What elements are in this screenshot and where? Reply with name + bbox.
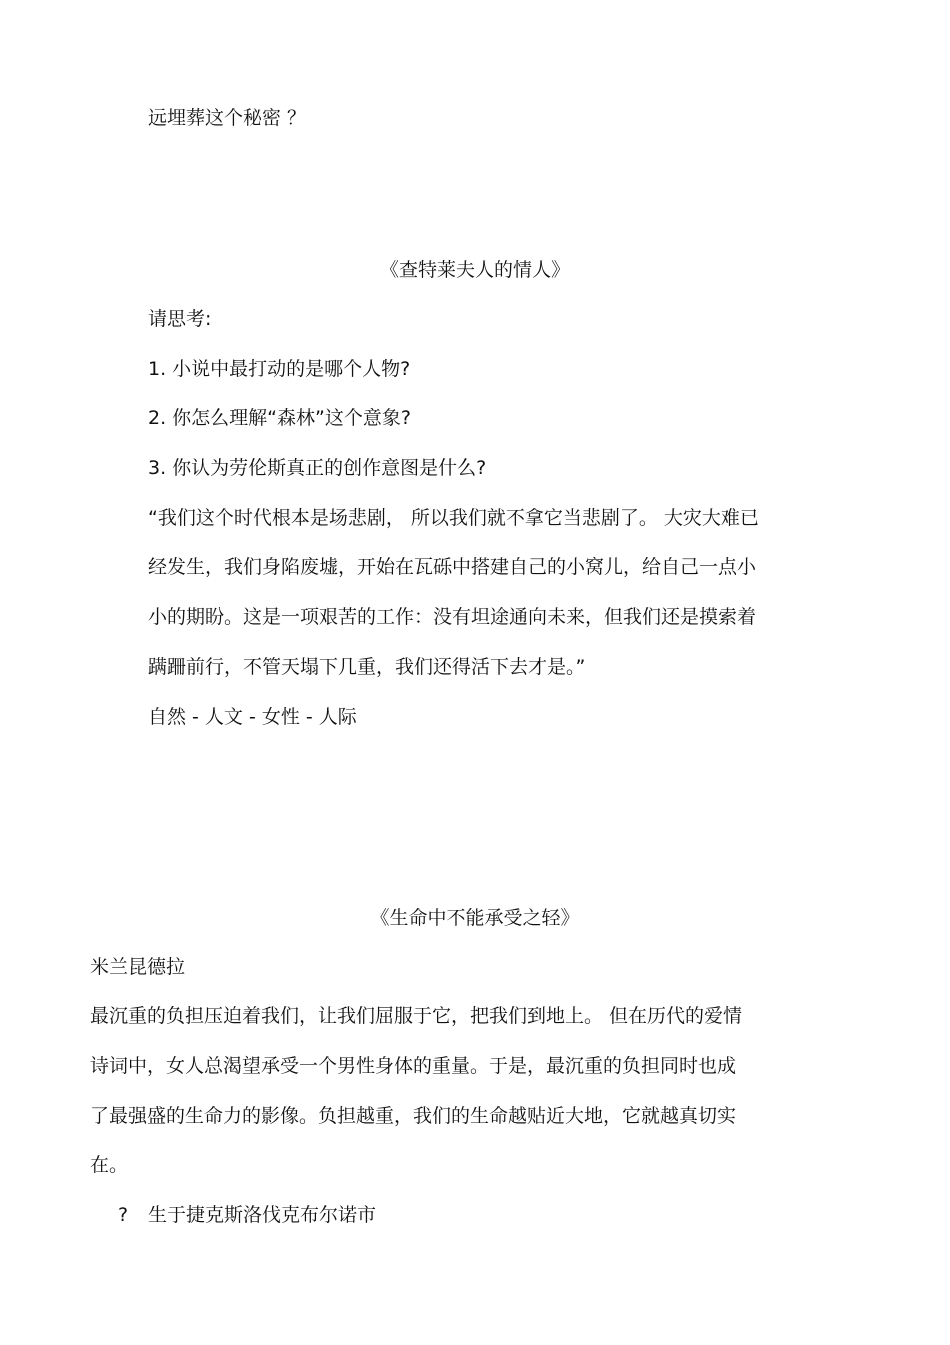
- author-name: 米兰昆德拉: [90, 956, 186, 978]
- section-title: 《生命中不能承受之轻》: [370, 907, 580, 929]
- paragraph-line: 诗词中，女人总渴望承受一个男性身体的重量。于是，最沉重的负担同时也成: [90, 1055, 737, 1077]
- text-line: 远埋葬这个秘密 ？: [148, 107, 307, 129]
- paragraph-line: 在。: [90, 1154, 129, 1176]
- question-item: 1. 小说中最打动的是哪个人物?: [148, 358, 411, 380]
- paragraph-line: 最沉重的负担压迫着我们，让我们屈服于它，把我们到地上。 但在历代的爱情: [90, 1005, 743, 1027]
- section-title: 《查特莱夫人的情人》: [379, 259, 570, 281]
- quote-line: 小的期盼。这是一项艰苦的工作：没有坦途通向未来，但我们还是摸索着: [148, 606, 757, 628]
- themes-line: 自然 - 人文 - 女性 - 人际: [148, 706, 357, 728]
- question-item: 2. 你怎么理解“森林”这个意象?: [148, 407, 411, 429]
- bullet-text: 生于捷克斯洛伐克布尔诺市: [148, 1204, 377, 1226]
- quote-line: “我们这个时代根本是场悲剧， 所以我们就不拿它当悲剧了。 大灾大难已: [148, 507, 759, 529]
- quote-line: 经发生，我们身陷废墟，开始在瓦砾中搭建自己的小窝儿，给自己一点小: [148, 556, 757, 578]
- prompt-label: 请思考:: [148, 308, 212, 330]
- bullet-marker: ?: [118, 1204, 129, 1226]
- paragraph-line: 了最强盛的生命力的影像。负担越重，我们的生命越贴近大地，它就越真切实: [90, 1105, 737, 1127]
- quote-line: 蹒跚前行，不管天塌下几重，我们还得活下去才是。”: [148, 656, 586, 678]
- question-item: 3. 你认为劳伦斯真正的创作意图是什么?: [148, 457, 487, 479]
